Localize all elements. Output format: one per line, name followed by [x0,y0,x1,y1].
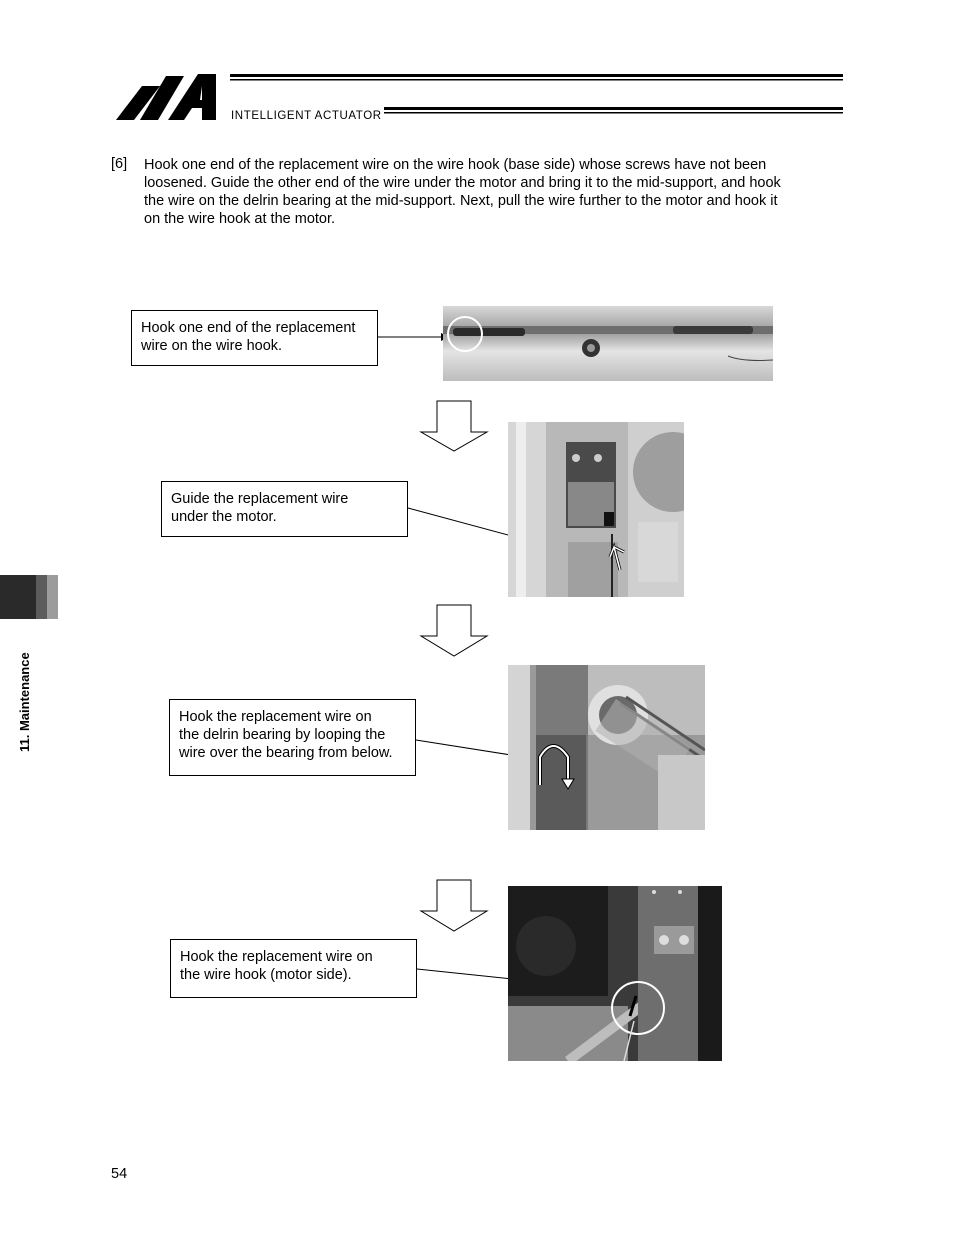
callout-line: the delrin bearing by looping the [179,727,386,743]
callout-under-motor [161,481,408,537]
callout-wire-hook-motor [170,939,417,998]
callout-line: Guide the replacement wire [171,491,349,507]
step-line: Hook one end of the replacement wire on the wire hook (base side) whose screws have not been [144,157,767,173]
step-line: loosened. Guide the other end of the wire under the motor and bring it to the mid-support, and hook [144,175,781,191]
chapter-tab [0,575,58,619]
callout-line: the wire hook (motor side). [180,967,352,983]
page-number: 54 [111,1166,128,1182]
photo-wire-hook-base [443,306,773,381]
callout-line: Hook one end of the replacement [141,320,356,336]
callout-line: wire on the wire hook. [141,338,283,354]
down-arrow-icon [421,605,487,656]
down-arrow-icon [421,401,487,451]
callout-line: under the motor. [171,509,277,525]
photo-delrin-bearing [508,665,705,830]
photo-wire-hook-motor [508,886,722,1061]
step-line: on the wire hook at the motor. [144,211,336,227]
down-arrow-icon [421,880,487,931]
photo-wire-under-motor [508,422,684,597]
chapter-label [17,640,39,760]
callout-delrin-bearing [169,699,416,776]
step-number: [6] [111,156,128,172]
step-line: the wire on the delrin bearing at the mid-support. Next, pull the wire further to the motor and hook it [144,193,778,209]
logo-wordmark: INTELLIGENT ACTUATOR [231,110,382,122]
callout-line: Hook the replacement wire on [179,709,372,725]
callout-line: wire over the bearing from below. [179,745,393,761]
chapter-label-text: 11. Maintenance [17,652,32,752]
callout-wire-hook-base [131,310,378,366]
callout-line: Hook the replacement wire on [180,949,373,965]
